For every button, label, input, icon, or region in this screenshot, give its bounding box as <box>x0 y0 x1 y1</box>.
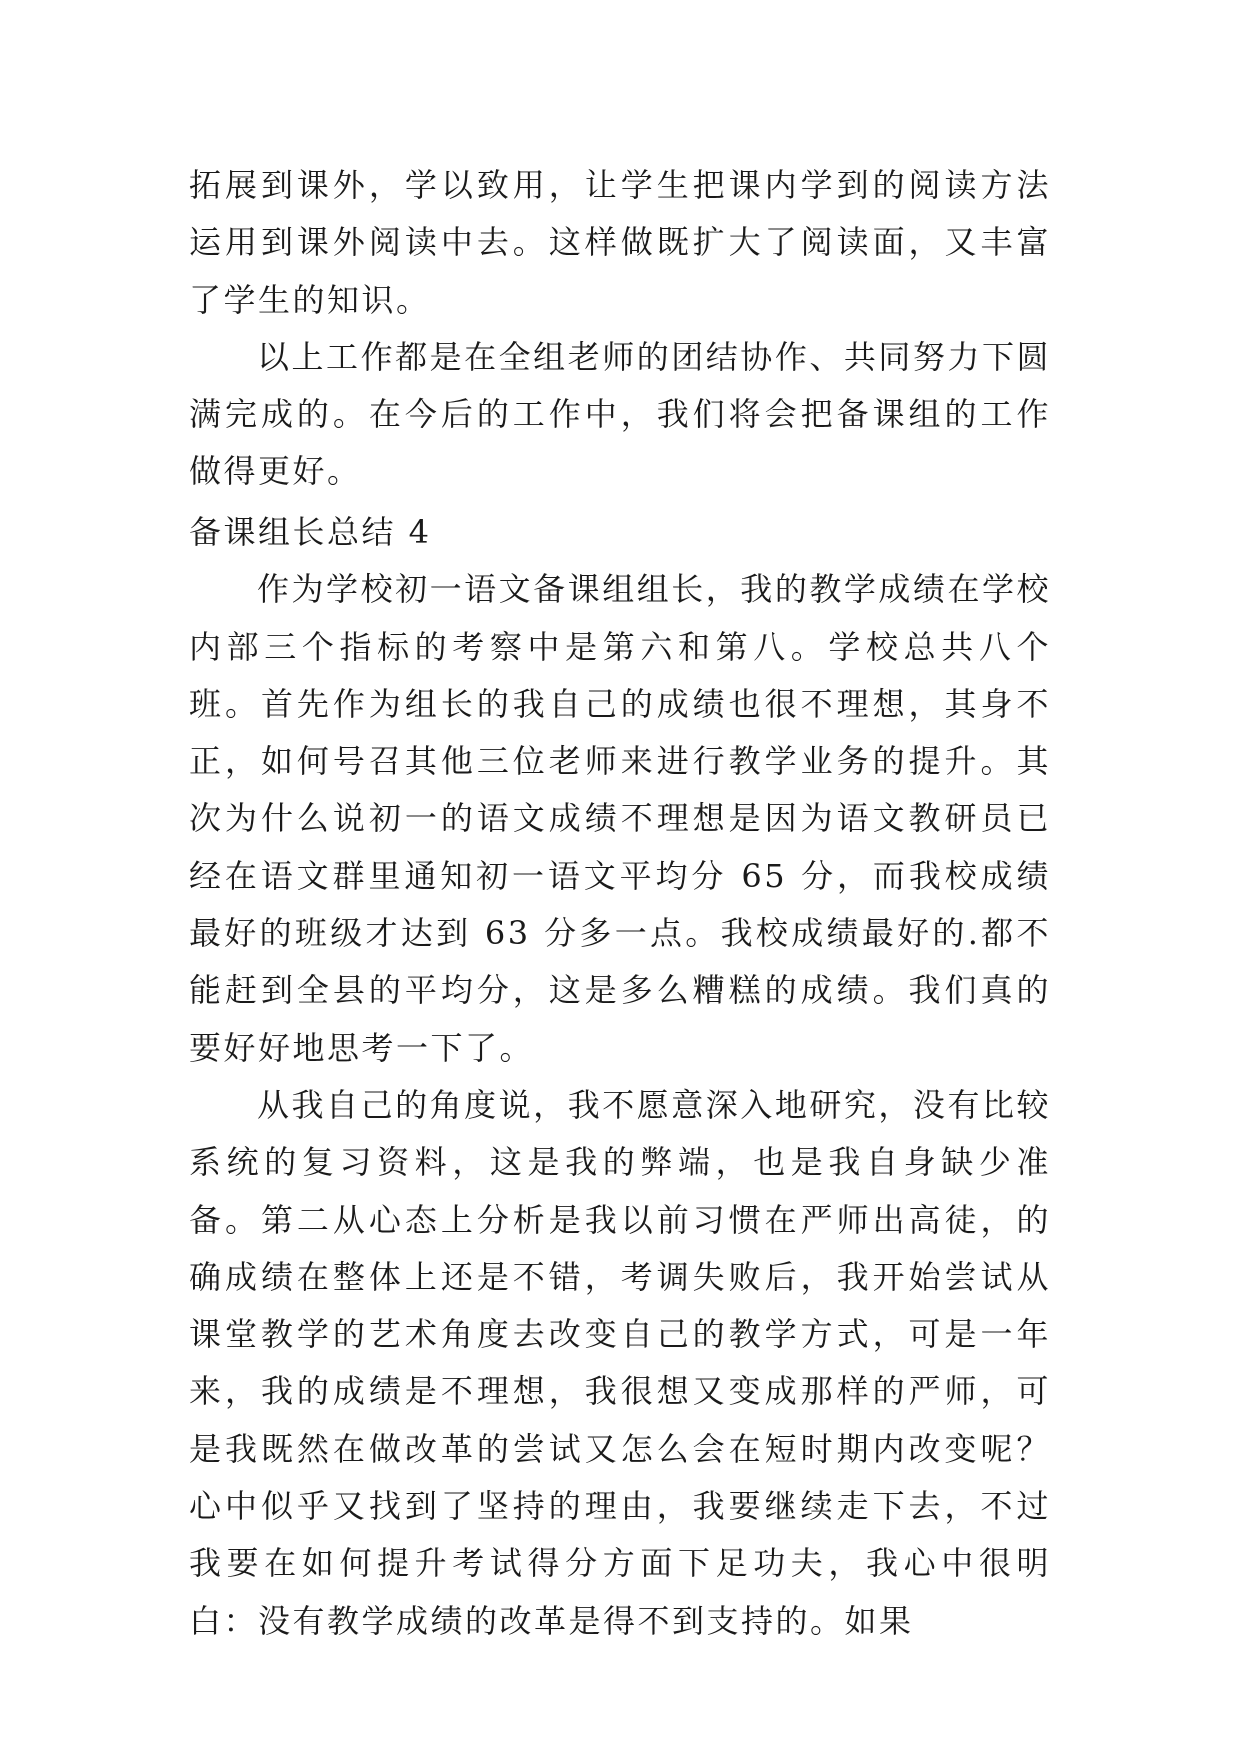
section-heading: 备课组长总结 4 <box>189 513 432 551</box>
paragraph-closing: 以上工作都是在全组老师的团结协作、共同努力下圆满完成的。在今后的工作中，我们将会把备课组的工作做得更好。 <box>189 337 1051 491</box>
paragraph-continuation: 拓展到课外，学以致用，让学生把课内学到的阅读方法运用到课外阅读中去。这样做既扩大了阅读面，又丰富了学生的知识。 <box>189 166 1051 319</box>
paragraph-reflection: 从我自己的角度说，我不愿意深入地研究，没有比较系统的复习资料，这是我的弊端，也是我自身缺少准备。第二从心态上分析是我以前习惯在严师出高徒，的确成绩在整体上还是不错，考调失败后，我开始尝试从课堂教学的艺术角度去改变自己的教学方式，可是一年来，我的成绩是不理想，我很想又变成那样的严师，可是我既然在做改革的尝试又怎么会在短时期内改变呢？心中似乎又找到了坚持的理由，我要继续走下去，不过我要在如何提升考试得分方面下足功夫，我心中很明白：没有教学成绩的改革是得不到支持的。如果 <box>189 1085 1051 1640</box>
document-text-body <box>189 504 1051 1650</box>
paragraph-intro: 作为学校初一语文备课组组长，我的教学成绩在学校内部三个指标的考察中是第六和第八。学校总共八个班。首先作为组长的我自己的成绩也很不理想，其身不正，如何号召其他三位老师来进行教学业务的提升。其次为什么说初一的语文成绩不理想是因为语文教研员已经在语文群里通知初一语文平均分 65 分，而我校成绩最好的班级才达到 63 分多一点。我校成绩最好的.都不能赶到全县的平均分，这是多么糟糕的成绩。我们真的要好好地思考一下了。 <box>189 570 1051 1067</box>
document-text-top <box>189 157 1051 501</box>
